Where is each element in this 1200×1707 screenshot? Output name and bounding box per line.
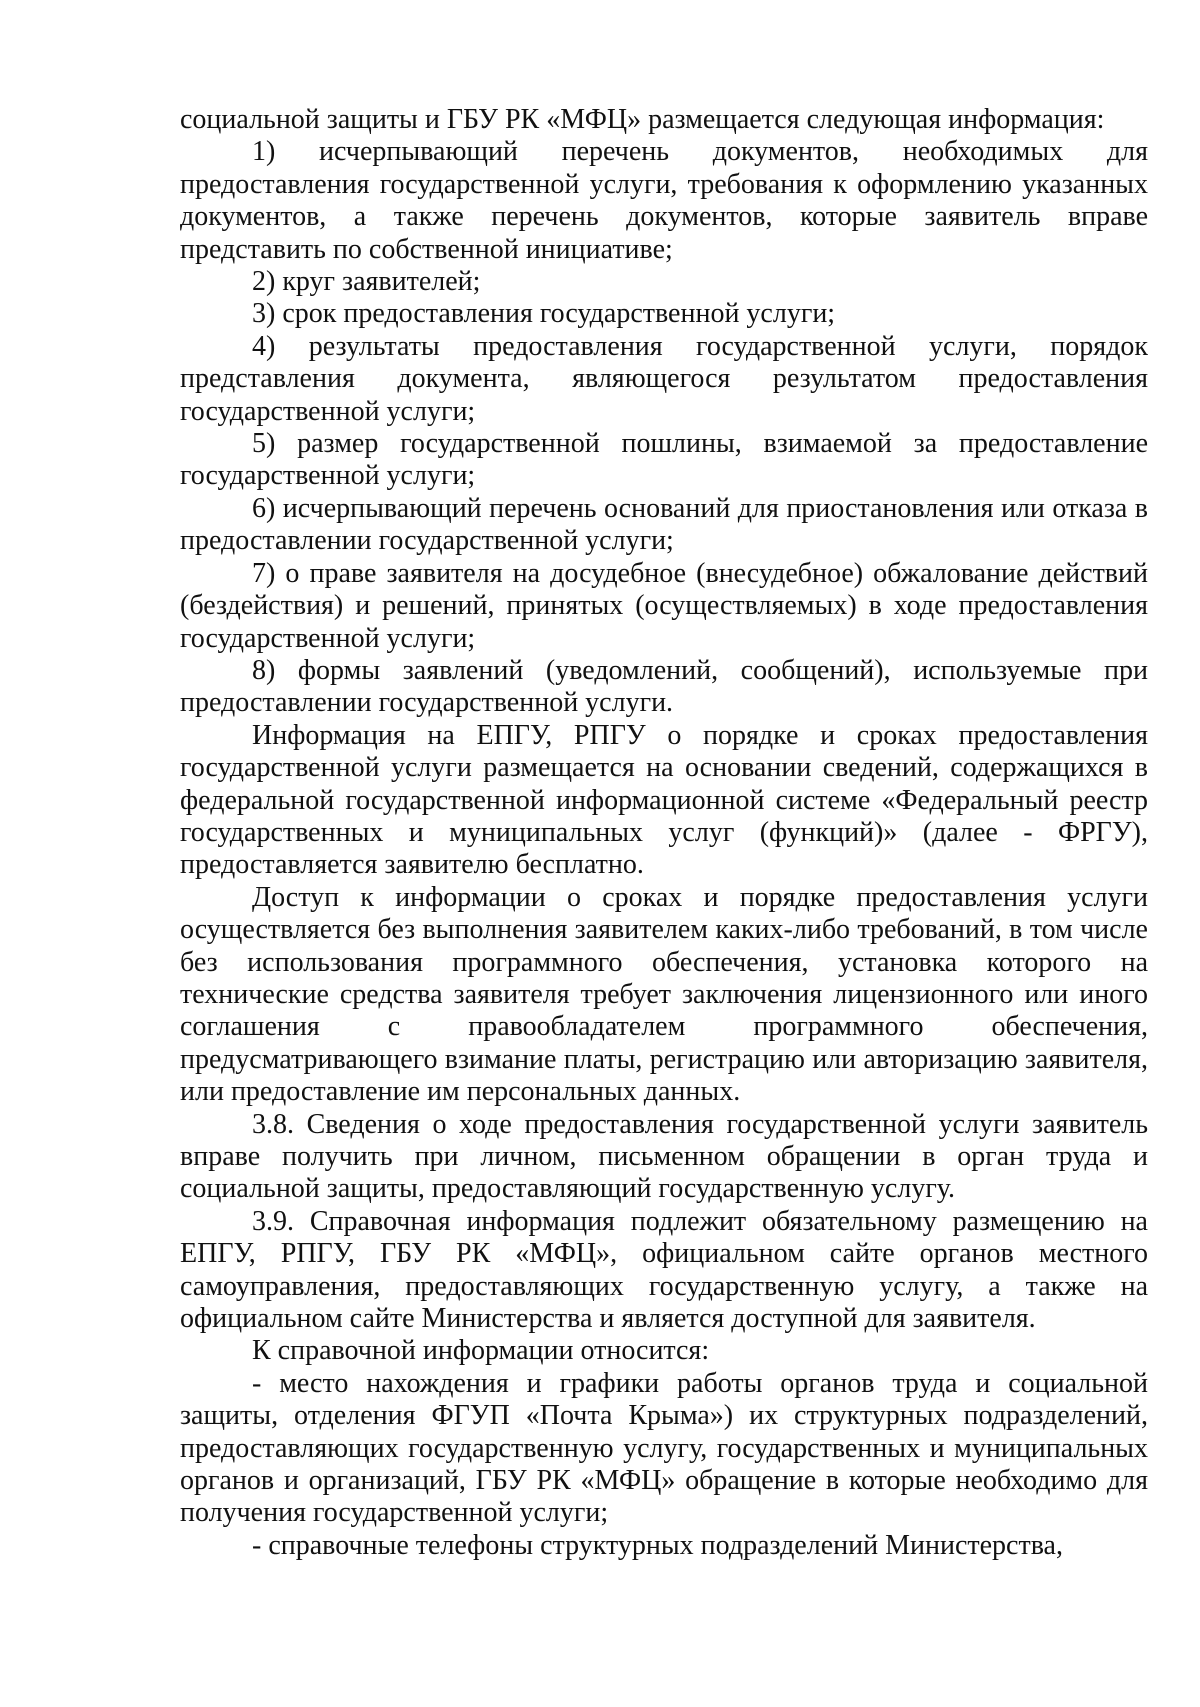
paragraph-section-3-9: 3.9. Справочная информация подлежит обязательному размещению на ЕПГУ, РПГУ, ГБУ РК «МФЦ», официальном сайте органов местного самоуправления, предоставляющих государственную услугу, а также на официальном сайте Министерства и является доступной для заявителя.	[180, 1205, 1148, 1335]
list-item-4: 4) результаты предоставления государственной услуги, порядок представления документа, являющегося результатом предоставления государственной услуги;	[180, 330, 1148, 427]
paragraph-section-3-8: 3.8. Сведения о ходе предоставления государственной услуги заявитель вправе получить при личном, письменном обращении в орган труда и социальной защиты, предоставляющий государственную услугу.	[180, 1108, 1148, 1205]
paragraph-reference-intro: К справочной информации относится:	[252, 1335, 710, 1367]
list-item-7: 7) о праве заявителя на досудебное (внесудебное) обжалование действий (бездействия) и решений, принятых (осуществляемых) в ходе предоставления государственной услуги;	[180, 557, 1148, 654]
paragraph-reference-phones: - справочные телефоны структурных подразделений Министерства,	[252, 1529, 1063, 1561]
paragraph-reference-location: - место нахождения и графики работы органов труда и социальной защиты, отделения ФГУП «Почта Крыма») их структурных подразделений, предоставляющих государственную услугу, государственных и муниципальных органов и организаций, ГБУ РК «МФЦ» обращение в которые необходимо для получения государственной услуги;	[180, 1367, 1148, 1529]
paragraph-access: Доступ к информации о сроках и порядке предоставления услуги осуществляется без выполнения заявителем каких-либо требований, в том числе без использования программного обеспечения, установка которого на технические средства заявителя требует заключения лицензионного или иного соглашения с правообладателем программного обеспечения, предусматривающего взимание платы, регистрацию или авторизацию заявителя, или предоставление им персональных данных.	[180, 881, 1148, 1108]
list-item-6: 6) исчерпывающий перечень оснований для приостановления или отказа в предоставлении государственной услуги;	[180, 492, 1148, 557]
paragraph-info-intro: социальной защиты и ГБУ РК «МФЦ» размещается следующая информация:	[180, 104, 1105, 135]
list-item-3: 3) срок предоставления государственной услуги;	[252, 298, 836, 330]
list-item-2: 2) круг заявителей;	[252, 266, 481, 298]
document-page	[180, 104, 1148, 1562]
paragraph-epgu-info: Информация на ЕПГУ, РПГУ о порядке и сроках предоставления государственной услуги размещается на основании сведений, содержащихся в федеральной государственной информационной системе «Федеральный реестр государственных и муниципальных услуг (функций)» (далее - ФРГУ), предоставляется заявителю бесплатно.	[180, 719, 1148, 881]
list-item-1: 1) исчерпывающий перечень документов, необходимых для предоставления государственной услуги, требования к оформлению указанных документов, а также перечень документов, которые заявитель вправе представить по собственной инициативе;	[180, 136, 1148, 265]
list-item-5: 5) размер государственной пошлины, взимаемой за предоставление государственной услуги;	[180, 428, 1148, 492]
list-item-8: 8) формы заявлений (уведомлений, сообщений), используемые при предоставлении государственной услуги.	[180, 654, 1148, 719]
